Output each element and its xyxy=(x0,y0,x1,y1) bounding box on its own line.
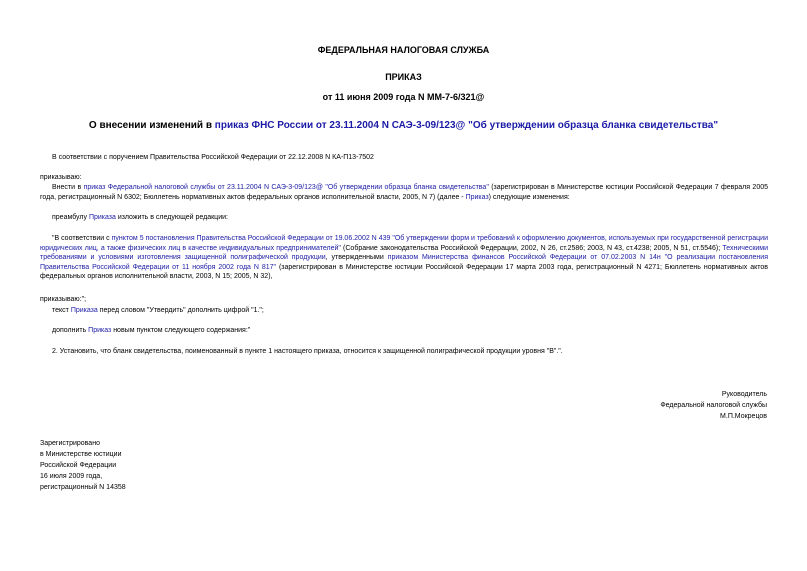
paragraph-preamble: преамбулу Приказа изложить в следующей редакции: xyxy=(52,214,228,221)
preamble-link[interactable]: Приказа xyxy=(88,214,116,221)
registration-line-5: регистрационный N 14358 xyxy=(40,484,126,491)
paragraph-new-preamble: "В соответствии с пунктом 5 постановления Правительства Российской Федерации от 19.06.2002 N 439 "Об утверждении форм и требований к оформлению документов, используемых при государственной регистрации юридических лиц, а также физических лиц в качестве индивидуальных предпринимателей" (Собрание законодательства Российской Федерации, 2002, N 26, ст.2586; 2003, N 43, ст.4238; 2005, N 51, ст.5546); Техническими требованиями и условиями изготовления защищенной полиграфической продукции, утвержденными приказом Министерства финансов Российской Федерации от 07.02.2003 N 14н "О реализации постановления Правительства Российской Федерации от 11 ноября 2002 года N 817" (зарегистрирован в Министерстве юстиции Российской Федерации 17 марта 2003 года, регистрационный N 4271; Бюллетень нормативных актов федеральных органов исполнительной власти, 2003, N 15; 2005, N 32), xyxy=(40,235,769,281)
date-number-heading: от 11 июня 2009 года N ММ-7-6/321@ xyxy=(322,92,485,102)
title-prefix: О внесении изменений в xyxy=(88,120,215,131)
document-title xyxy=(0,120,807,131)
registration-line-4: 16 июля 2009 года, xyxy=(40,473,103,480)
order-short-link[interactable]: Приказ xyxy=(465,193,489,201)
paragraph-text-change: текст Приказа перед словом "Утвердить" дополнить цифрой "1."; xyxy=(52,307,264,314)
paragraph-basis: В соответствии с поручением Правительства Российской Федерации от 22.12.2008 N КА-П13-7502 xyxy=(52,154,374,161)
order-supplement-link[interactable]: Приказ xyxy=(88,327,112,334)
registration-line-3: Российской Федерации xyxy=(40,462,117,469)
signature-title: Руководитель xyxy=(721,391,767,398)
paragraph-order-word: приказываю: xyxy=(40,174,82,181)
registration-line-1: Зарегистрировано xyxy=(40,440,100,447)
agency-heading: ФЕДЕРАЛЬНАЯ НАЛОГОВАЯ СЛУЖБА xyxy=(317,45,490,55)
signature-agency: Федеральной налоговой службы xyxy=(660,402,767,409)
paragraph-supplement: дополнить Приказ новым пунктом следующего содержания:" xyxy=(52,327,251,334)
registration-line-2: в Министерстве юстиции xyxy=(40,451,122,458)
paragraph-point-2: 2. Установить, что бланк свидетельства, поименованный в пункте 1 настоящего приказа, относится к защищенной полиграфической продукции уровня "В".". xyxy=(52,348,563,355)
minfin-order-link[interactable]: приказом Министерства финансов Российской Федерации от 07.02.2003 N 14н "О реализации постановления Правительства Российской Федерации от 11 ноября 2002 года N 817" xyxy=(40,254,768,271)
registration-block xyxy=(40,438,126,493)
resolution-439-link[interactable]: пунктом 5 постановления Правительства Российской Федерации от 19.06.2002 N 439 "Об утверждении форм и требований к оформлению документов, используемых при государственной регистрации юридических лиц, а также физических лиц в качестве индивидуальных предпринимателей" xyxy=(40,235,768,252)
signature-block xyxy=(567,389,767,422)
signature-name: М.П.Мокрецов xyxy=(720,413,767,420)
doc-type-heading: ПРИКАЗ xyxy=(385,72,422,82)
paragraph-amend: Внести в приказ Федеральной налоговой службы от 23.11.2004 N САЭ-3-09/123@ "Об утверждении образца бланка свидетельства" (зарегистрирован в Министерстве юстиции Российской Федерации 7 февраля 2005 года, регистрационный N 6302; Бюллетень нормативных актов федеральных органов исполнительной власти, 2005, N 7) (далее - Приказ) следующие изменения: xyxy=(40,184,768,201)
order-link[interactable]: приказ Федеральной налоговой службы от 23.11.2004 N САЭ-3-09/123@ "Об утверждении образца бланка свидетельства" xyxy=(83,184,489,191)
tech-requirements-link[interactable]: Техническими требованиями и условиями изготовления защищенной полиграфической продукции xyxy=(40,244,769,262)
paragraph-order-quote: приказываю:"; xyxy=(40,296,87,303)
order-text-link[interactable]: Приказа xyxy=(70,307,98,314)
title-link[interactable]: приказ ФНС России от 23.11.2004 N САЭ-3-09/123@ "Об утверждении образца бланка свидетельства" xyxy=(214,120,719,131)
